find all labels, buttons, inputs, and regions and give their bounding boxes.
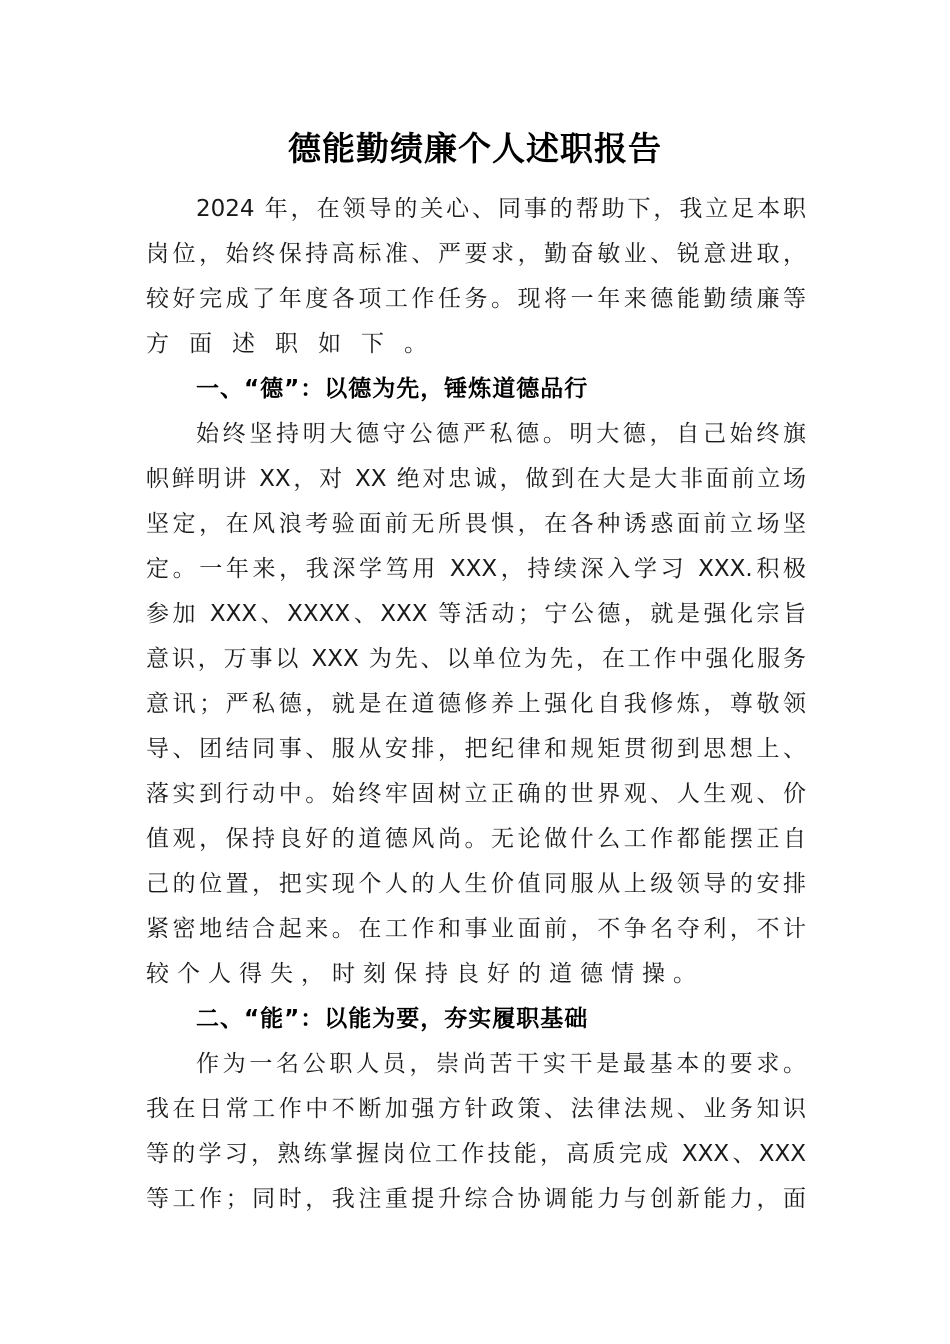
paragraph-line: 等工作；同时，我注重提升综合协调能力与创新能力，面 — [146, 1186, 806, 1212]
paragraph-line: 值观，保持良好的道德风尚。无论做什么工作都能摆正自 — [146, 826, 806, 852]
paragraph-line: 坚定，在风浪考验面前无所畏惧，在各种诱惑面前立场坚 — [146, 511, 806, 537]
paragraph-line: 较好完成了年度各项工作任务。现将一年来德能勤绩廉等 — [146, 286, 806, 312]
paragraph-line: 岗位，始终保持高标准、严要求，勤奋敏业、锐意进取， — [146, 241, 806, 267]
paragraph-line: 2024 年，在领导的关心、同事的帮助下，我立足本职 — [196, 196, 806, 222]
paragraph-line: 等的学习，熟练掌握岗位工作技能，高质完成 XXX、XXX — [146, 1141, 806, 1167]
paragraph-line: 己的位置，把实现个人的人生价值同服从上级领导的安排 — [146, 871, 806, 897]
section-heading-neng: 二、“能”：以能为要，夯实履职基础 — [196, 1006, 589, 1032]
paragraph-line: 意识，万事以 XXX 为先、以单位为先，在工作中强化服务 — [146, 646, 806, 672]
paragraph-line: 定。一年来，我深学笃用 XXX，持续深入学习 XXX.积极 — [146, 556, 806, 582]
paragraph-line: 我在日常工作中不断加强方针政策、法律法规、业务知识 — [146, 1096, 806, 1122]
paragraph-line: 意讯；严私德，就是在道德修养上强化自我修炼，尊敬领 — [146, 691, 806, 717]
paragraph-line: 落实到行动中。始终牢固树立正确的世界观、人生观、价 — [146, 781, 806, 807]
paragraph-line: 始终坚持明大德守公德严私德。明大德，自己始终旗 — [196, 421, 806, 447]
document-title: 德能勤绩廉个人述职报告 — [288, 129, 662, 168]
paragraph-line: 参加 XXX、XXXX、XXX 等活动；宁公德，就是强化宗旨 — [146, 601, 806, 627]
paragraph-line: 导、团结同事、服从安排，把纪律和规矩贯彻到思想上、 — [146, 736, 806, 762]
section-heading-de: 一、“德”：以德为先，锤炼道德品行 — [196, 376, 589, 402]
paragraph-line: 作为一名公职人员，崇尚苦干实干是最基本的要求。 — [196, 1051, 806, 1077]
paragraph-line: 帜鲜明讲 XX，对 XX 绝对忠诚，做到在大是大非面前立场 — [146, 466, 806, 492]
paragraph-line: 较个人得失，时刻保持良好的道德情操。 — [146, 961, 704, 987]
paragraph-line: 紧密地结合起来。在工作和事业面前，不争名夺利，不计 — [146, 916, 806, 942]
paragraph-line: 方面述职如下。 — [146, 331, 447, 357]
